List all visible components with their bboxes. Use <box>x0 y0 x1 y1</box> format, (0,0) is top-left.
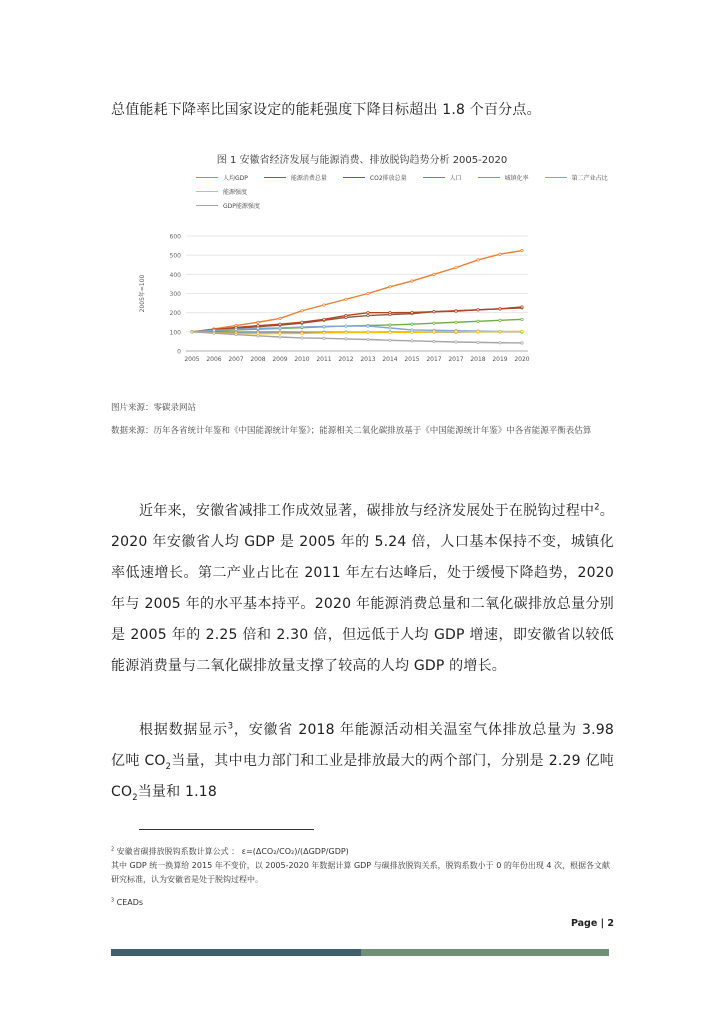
data-point <box>411 340 413 342</box>
data-point <box>433 273 435 275</box>
y-tick-label: 300 <box>169 291 181 298</box>
data-point <box>477 309 479 311</box>
data-point <box>367 314 369 316</box>
page-number: Page | 2 <box>570 918 614 929</box>
data-point <box>411 331 413 333</box>
data-point <box>499 330 501 332</box>
legend-item <box>196 184 247 198</box>
data-point <box>257 325 259 327</box>
x-tick-label: 2007 <box>228 356 244 363</box>
x-tick-label: 2008 <box>250 356 266 363</box>
legend-item <box>196 198 260 212</box>
series-line <box>192 251 522 332</box>
data-point <box>499 319 501 321</box>
data-point <box>257 321 259 323</box>
data-point <box>389 324 391 326</box>
legend-swatch <box>196 191 218 192</box>
data-point <box>279 336 281 338</box>
footnote-2-label: 安徽省碳排放脱钩系数计算公式 ： <box>116 847 240 856</box>
data-point <box>279 332 281 334</box>
legend-swatch <box>545 177 567 178</box>
data-point <box>367 292 369 294</box>
y-axis-label: 2005年=100 <box>139 274 146 313</box>
data-point <box>279 317 281 319</box>
legend-item <box>196 170 248 184</box>
data-point <box>521 249 523 251</box>
data-point <box>301 321 303 323</box>
data-point <box>499 253 501 255</box>
legend-swatch <box>196 205 218 206</box>
data-point <box>499 308 501 310</box>
data-point <box>279 323 281 325</box>
x-tick-label: 2017 <box>448 356 464 363</box>
data-point <box>191 331 193 333</box>
data-point <box>279 327 281 329</box>
paragraph-2-text-c: 当量，其中电力部门和工业是排放最大的两个部门，分别是 2.29 亿吨 CO <box>111 753 614 800</box>
y-tick-label: 200 <box>169 310 181 318</box>
footnote-3 <box>111 896 616 910</box>
data-point <box>411 329 413 331</box>
data-point <box>323 318 325 320</box>
footnote-divider <box>139 829 314 830</box>
footnote-2 <box>111 845 616 887</box>
data-point <box>345 325 347 327</box>
x-tick-label: 2012 <box>338 356 354 363</box>
legend-label: CO2排放总量 <box>369 174 407 182</box>
legend-label: 城镇化率 <box>504 174 529 182</box>
x-tick-label: 2010 <box>294 356 310 363</box>
data-point <box>521 318 523 320</box>
y-tick-label: 400 <box>169 271 181 279</box>
data-point <box>477 259 479 261</box>
x-tick-label: 2009 <box>272 356 288 363</box>
data-point <box>323 332 325 334</box>
co2-subscript: 2 <box>165 760 172 771</box>
data-point <box>389 327 391 329</box>
footer-bar-right <box>361 949 609 956</box>
legend-label: 能源消费总量 <box>290 174 327 182</box>
data-point <box>323 337 325 339</box>
data-point <box>323 304 325 306</box>
data-point <box>345 314 347 316</box>
paragraph-2-text-d: 当量和 1.18 <box>137 784 217 800</box>
chart-legend <box>196 170 626 212</box>
data-point <box>521 306 523 308</box>
footnote-ref-2: 2 <box>594 501 600 512</box>
legend-label: 人口 <box>449 174 462 182</box>
data-point <box>499 342 501 344</box>
paragraph-1-text-b: 。2020 年安徽省人均 GDP 是 2005 年的 5.24 倍，人口基本保持不变，城镇化率低速增长。第二产业占比在 2011 年左右达峰后，处于缓慢下降趋势，2020 年与 2005 年的水平基本持平。2020 年能源消费总量和二氧化碳排放总量分别是 2005 年的 2.25 倍和 2.30 倍，但远低于人均 GDP 增速，即安徽省以较低能源消费量与二氧化碳排放量支撑了较高的人均 GDP 的增长。 <box>111 503 614 674</box>
footnote-3-text: CEADs <box>116 898 144 907</box>
lead-sentence: 总值能耗下降率比国家设定的能耗强度下降目标超出 1.8 个百分点。 <box>111 102 541 118</box>
data-point <box>411 311 413 313</box>
x-tick-label: 2018 <box>470 356 486 363</box>
footnote-2-formula: ε=(ΔCO₂/CO₂)/(ΔGDP/GDP) <box>241 847 349 856</box>
series-line <box>192 308 522 332</box>
footnote-ref-3: 3 <box>227 720 234 731</box>
data-point <box>389 331 391 333</box>
legend-label: 能源强度 <box>223 188 248 196</box>
paragraph-1 <box>111 496 614 682</box>
co2-subscript: 2 <box>132 791 138 802</box>
legend-swatch <box>343 177 365 178</box>
y-tick-label: 600 <box>169 233 181 241</box>
data-point <box>213 329 215 331</box>
image-source-note: 图片来源：零碳录网站 <box>111 403 197 413</box>
data-point <box>213 332 215 334</box>
data-point <box>301 326 303 328</box>
data-point <box>367 338 369 340</box>
data-point <box>257 335 259 337</box>
data-point <box>235 333 237 335</box>
data-point <box>433 311 435 313</box>
legend-item <box>545 170 608 184</box>
paragraph-1-text-a: 近年来，安徽省减排工作成效显著，碳排放与经济发展处于在脱钩过程中 <box>139 503 595 519</box>
figure-title: 图 1 安徽省经济发展与能源消费、排放脱钩趋势分析 2005-2020 <box>216 155 508 166</box>
y-tick-label: 500 <box>169 252 181 260</box>
legend-label: 人均GDP <box>223 174 248 182</box>
data-point <box>389 339 391 341</box>
data-point <box>301 332 303 334</box>
data-point <box>345 331 347 333</box>
data-point <box>433 331 435 333</box>
x-tick-label: 2017 <box>426 356 442 363</box>
legend-item <box>423 170 462 184</box>
legend-swatch <box>264 177 286 178</box>
legend-item <box>343 170 407 184</box>
paragraph-2 <box>111 715 614 808</box>
data-point <box>477 341 479 343</box>
data-point <box>367 311 369 313</box>
data-point <box>455 321 457 323</box>
data-point <box>455 341 457 343</box>
footnote-3-number: 3 <box>111 898 115 904</box>
data-point <box>323 325 325 327</box>
x-tick-label: 2006 <box>206 356 222 363</box>
x-tick-label: 2013 <box>360 356 376 363</box>
data-point <box>389 286 391 288</box>
x-tick-label: 2014 <box>382 356 398 363</box>
data-point <box>433 322 435 324</box>
data-point <box>389 311 391 313</box>
data-point <box>455 310 457 312</box>
legend-swatch <box>478 177 500 178</box>
data-point <box>345 338 347 340</box>
y-tick-label: 100 <box>169 329 181 337</box>
footnote-2-text: 其中 GDP 统一换算给 2015 年不变价，以 2005-2020 年数据计算 GDP 与碳排放脱钩关系，脱钩系数小于 0 的年份出现 4 次，根据各文献研究标准，认为安徽省是处于脱钩过程中。 <box>111 861 611 884</box>
footnote-2-number: 2 <box>111 847 115 853</box>
data-point <box>411 280 413 282</box>
footer-bar-left <box>111 949 361 956</box>
data-point <box>235 328 237 330</box>
y-tick-label: 0 <box>177 348 181 356</box>
line-chart <box>136 222 536 364</box>
legend-item <box>478 170 529 184</box>
data-point <box>477 320 479 322</box>
data-point <box>345 298 347 300</box>
data-source-note: 数据来源：历年各省统计年鉴和《中国能源统计年鉴》；能源相关二氧化碳排放基于《中国能源统计年鉴》中各省能源平衡表估算 <box>111 426 592 436</box>
legend-label: GDP能源强度 <box>223 202 260 210</box>
data-point <box>367 331 369 333</box>
paragraph-2-text-b: ，安徽省 2018 年能源活动相关温室气体排放总量为 3.98 亿吨 CO <box>111 722 614 769</box>
legend-item <box>264 170 327 184</box>
paragraph-2-text-a: 根据数据显示 <box>139 722 228 738</box>
x-tick-label: 2020 <box>514 356 530 363</box>
data-point <box>433 340 435 342</box>
x-tick-label: 2011 <box>316 356 332 363</box>
data-point <box>301 310 303 312</box>
data-point <box>301 337 303 339</box>
data-point <box>455 330 457 332</box>
data-point <box>521 330 523 332</box>
legend-label: 第二产业占比 <box>571 174 608 182</box>
data-point <box>477 330 479 332</box>
data-point <box>521 342 523 344</box>
data-point <box>257 327 259 329</box>
x-tick-label: 2005 <box>184 356 200 363</box>
data-point <box>455 266 457 268</box>
data-point <box>367 325 369 327</box>
legend-swatch <box>423 177 445 178</box>
legend-swatch <box>196 177 218 178</box>
x-tick-label: 2019 <box>492 356 508 363</box>
x-tick-label: 2015 <box>404 356 420 363</box>
data-point <box>411 323 413 325</box>
